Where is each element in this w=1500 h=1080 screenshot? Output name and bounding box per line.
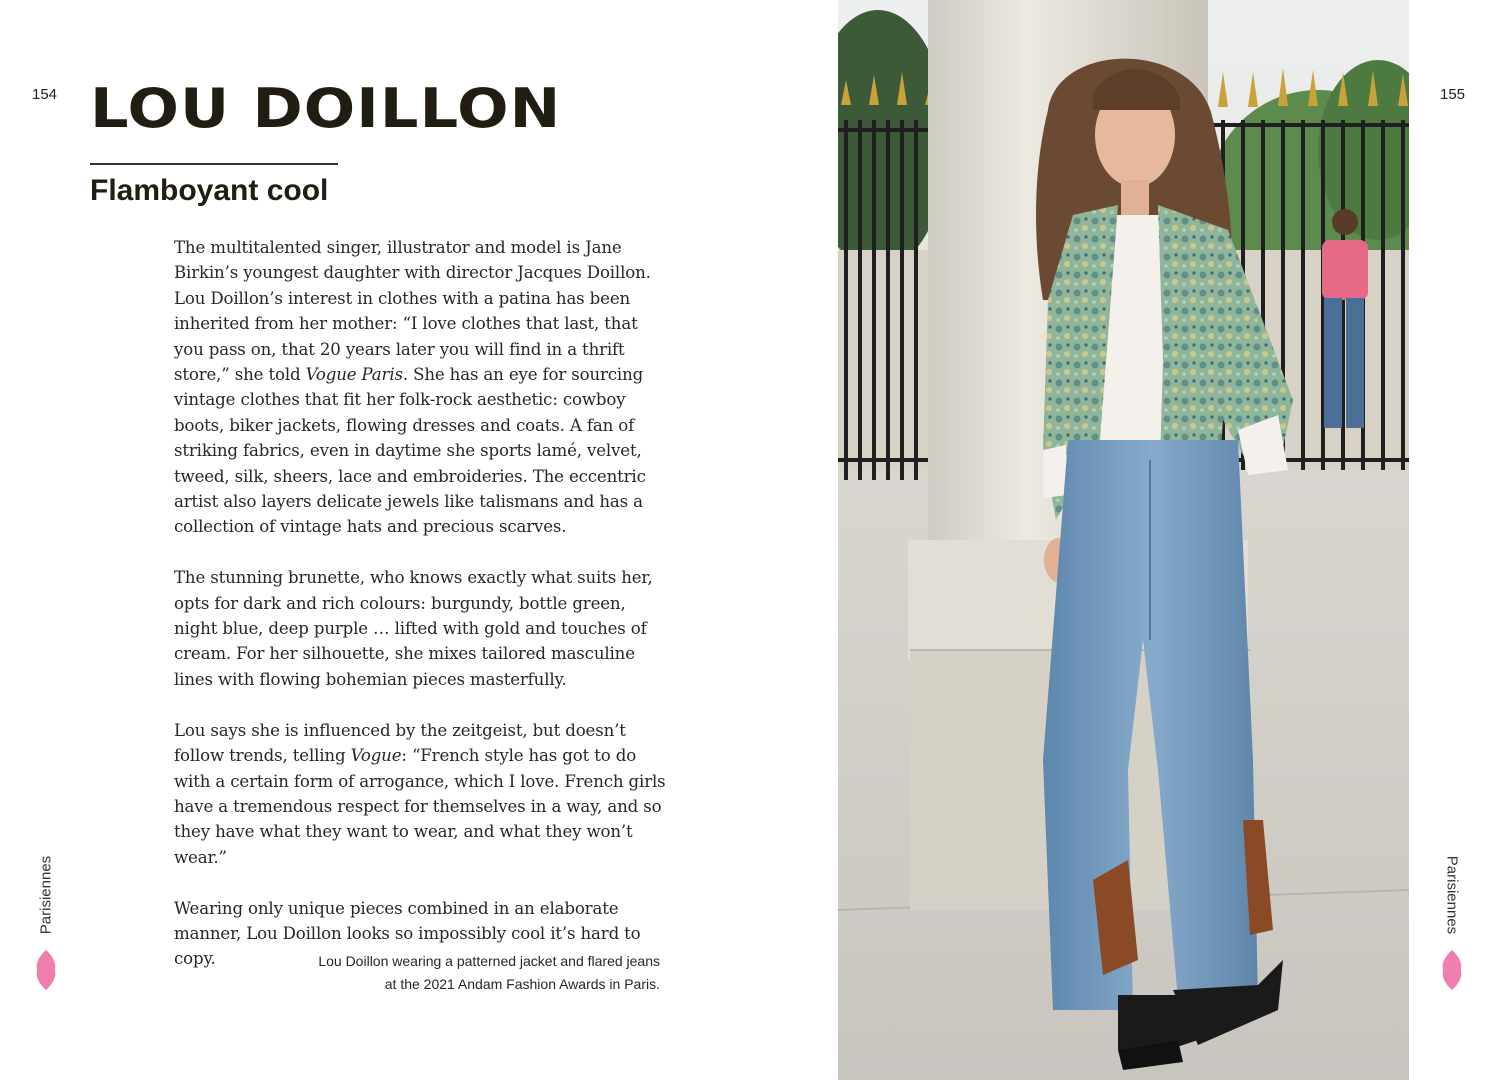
section-label-left: Parisiennes [37,855,55,935]
page-subtitle: Flamboyant cool [90,174,329,207]
page-number-left: 154 [32,86,58,103]
section-label-right: Parisiennes [1443,855,1461,935]
portrait-photo [838,0,1409,1080]
petal-icon [1441,950,1463,990]
photo-caption: Lou Doillon wearing a patterned jacket and flared jeans at the 2021 Andam Fashion Awards in Paris. [318,953,660,992]
paragraph-3: Lou says she is influenced by the zeitgeist, but doesn’t follow trends, telling Vogue: “French style has got to do with a certain form of arrogance, which I love. French girls have a tremendous respect for themselves in a way, and so they have what they want to wear, and what they won’t wear.” [174,720,666,867]
article-body [174,235,669,997]
page-title: LOU DOILLON [90,77,562,140]
paragraph-1: The multitalented singer, illustrator and model is Jane Birkin’s youngest daughter with director Jacques Doillon. Lou Doillon’s interest in clothes with a patina has been inherited from her mother: “I love clothes that last, that you pass on, that 20 years later you will find in a thrift store,” she told Vogue Paris. She has an eye for sourcing vintage clothes that fit her folk-rock aesthetic: cowboy boots, biker jackets, flowing dresses and coats. A fan of striking fabrics, even in daytime she sports lamé, velvet, tweed, silk, sheers, lace and embroideries. The eccentric artist also layers delicate jewels like talismans and has a collection of vintage hats and precious scarves. [174,238,651,537]
page-number-right: 155 [1440,86,1466,103]
paragraph-4: Wearing only unique pieces combined in an elaborate manner, Lou Doillon looks so impossibly cool it’s hard to copy. [174,898,641,969]
title-divider [90,163,338,165]
publication-name: Vogue Paris [305,365,403,385]
petal-icon [35,950,57,990]
paragraph-2: The stunning brunette, who knows exactly what suits her, opts for dark and rich colours: burgundy, bottle green, night blue, deep purple … lifted with gold and touches of cream. For her silhouette, she mixes tailored masculine lines with flowing bohemian pieces masterfully. [174,568,653,689]
publication-name: Vogue [350,746,402,766]
